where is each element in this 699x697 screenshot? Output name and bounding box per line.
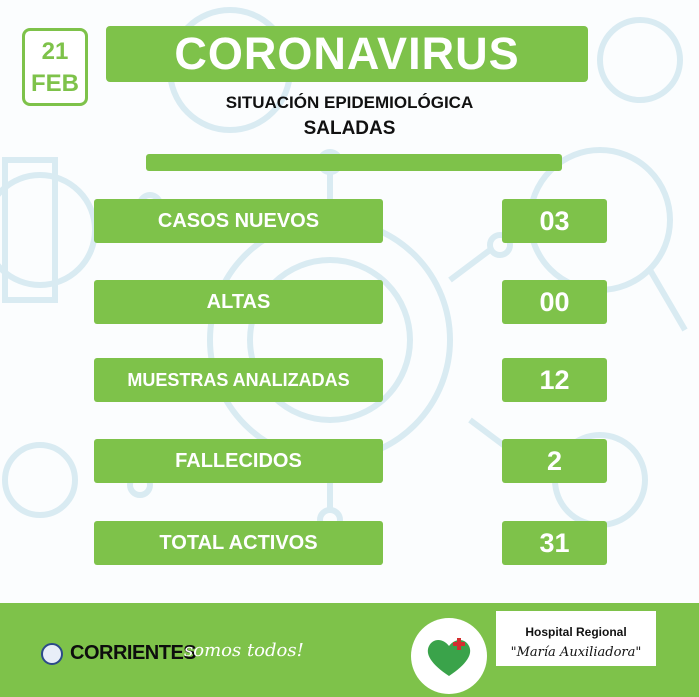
hospital-name: Hospital Regional (525, 625, 627, 639)
date-day: 21 (41, 38, 69, 65)
divider-bar (146, 154, 562, 171)
stat-value-altas: 00 (502, 280, 607, 324)
page-title: CORONAVIRUS (106, 26, 588, 82)
stat-label-muestras-analizadas: MUESTRAS ANALIZADAS (94, 358, 383, 402)
stat-value-fallecidos: 2 (502, 439, 607, 483)
province-slogan: somos todos! (184, 640, 304, 661)
subtitle: SITUACIÓN EPIDEMIOLÓGICA (225, 93, 474, 112)
date-month: FEB (31, 70, 79, 97)
province-name: CORRIENTES (70, 642, 197, 664)
location-title: SALADAS (303, 118, 396, 139)
stat-label-altas: ALTAS (94, 280, 383, 324)
province-seal-icon (41, 643, 63, 665)
stat-label-fallecidos: FALLECIDOS (94, 439, 383, 483)
stat-value-total-activos: 31 (502, 521, 607, 565)
stat-value-casos-nuevos: 03 (502, 199, 607, 243)
stat-label-total-activos: TOTAL ACTIVOS (94, 521, 383, 565)
stat-label-casos-nuevos: CASOS NUEVOS (94, 199, 383, 243)
hospital-name-box (496, 611, 656, 666)
hospital-subtitle: "María Auxiliadora" (510, 645, 642, 660)
heart-cross-icon (411, 618, 487, 694)
stat-value-muestras-analizadas: 12 (502, 358, 607, 402)
hospital-logo (411, 618, 487, 694)
